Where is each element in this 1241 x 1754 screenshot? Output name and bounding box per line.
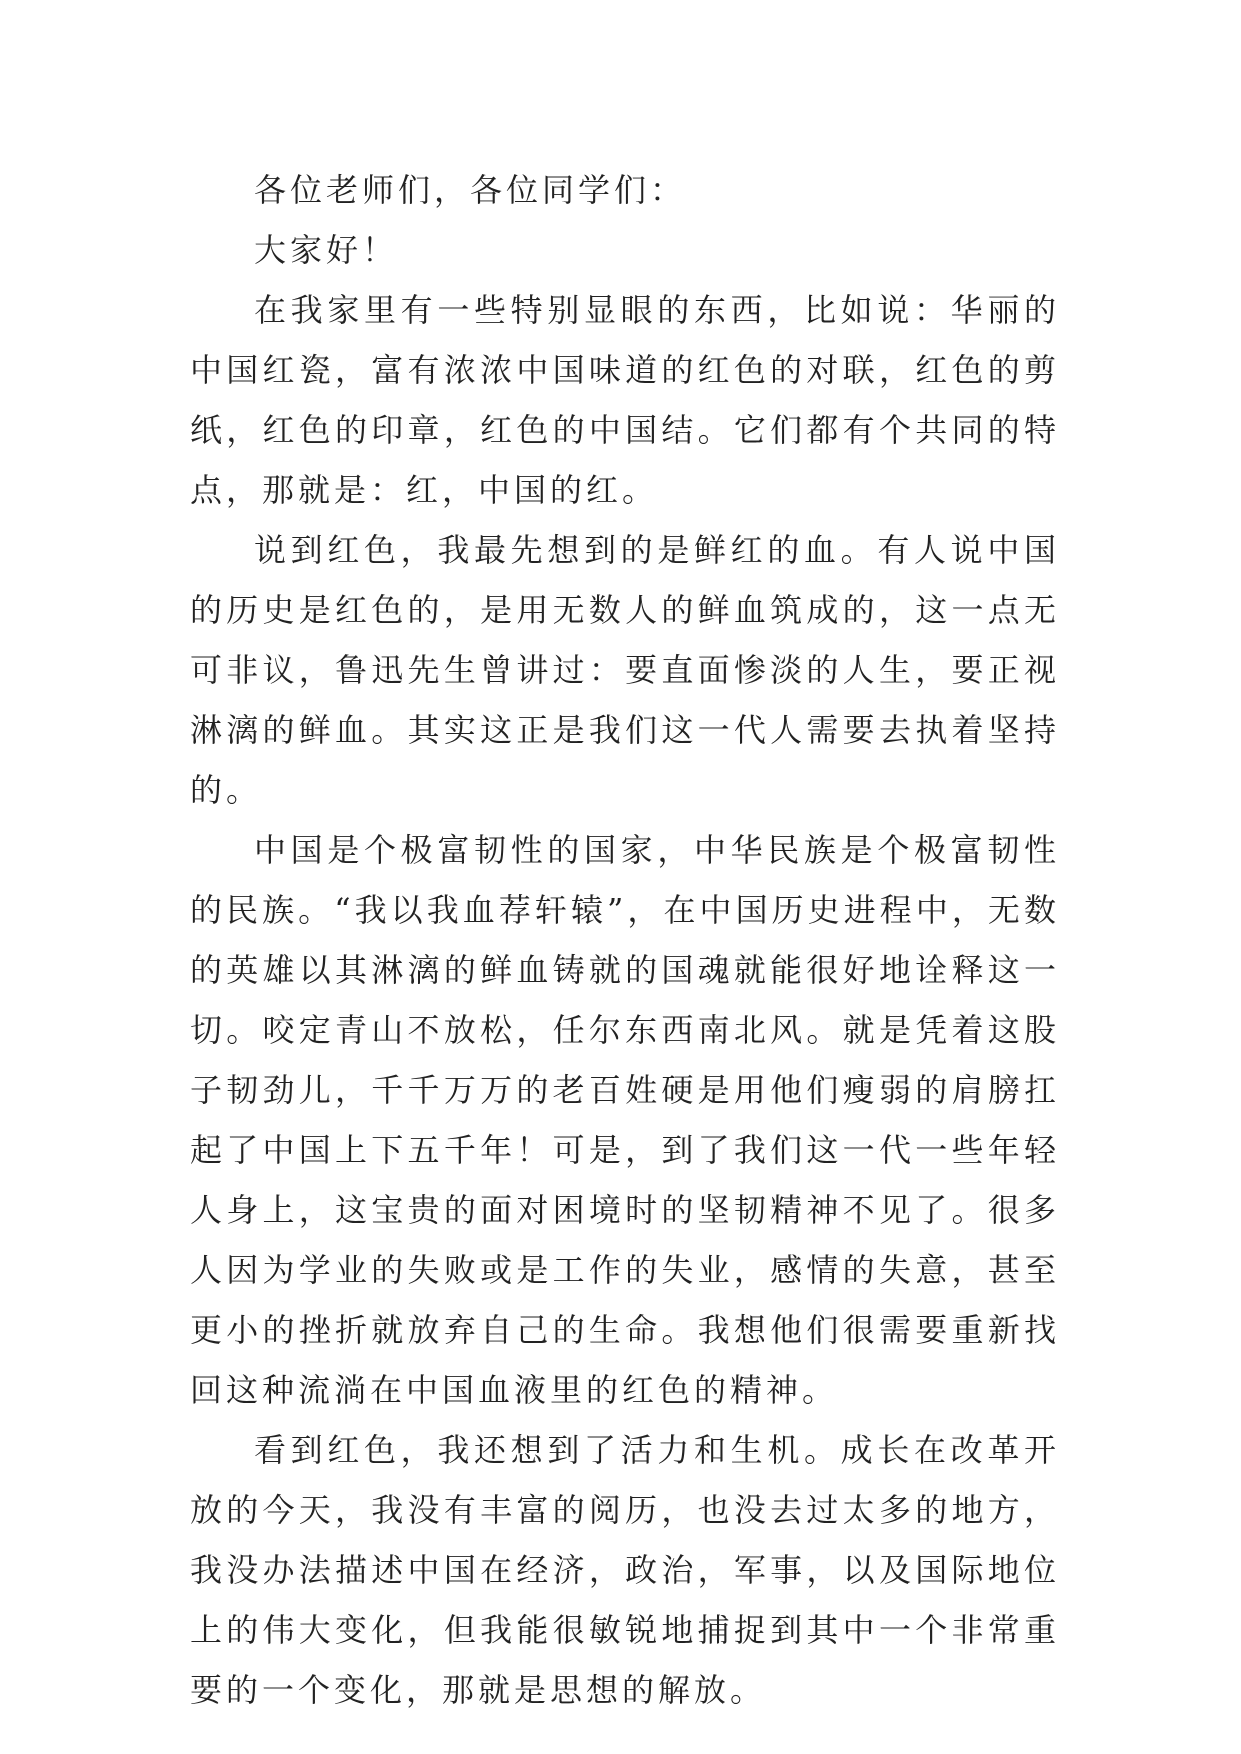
- body-paragraph: 在我家里有一些特别显眼的东西，比如说：华丽的中国红瓷，富有浓浓中国味道的红色的对联，红色的剪纸，红色的印章，红色的中国结。它们都有个共同的特点，那就是：红，中国的红。: [190, 291, 1060, 509]
- body-paragraph: 说到红色，我最先想到的是鲜红的血。有人说中国的历史是红色的，是用无数人的鲜血筑成的，这一点无可非议，鲁迅先生曾讲过：要直面惨淡的人生，要正视淋漓的鲜血。其实这正是我们这一代人需要去执着坚持的。: [190, 531, 1060, 809]
- salutation-paragraph: 大家好！: [254, 231, 399, 269]
- greeting-paragraph: 各位老师们，各位同学们：: [254, 171, 687, 209]
- document-body: [190, 160, 1060, 1720]
- body-paragraph: 中国是个极富韧性的国家，中华民族是个极富韧性的民族。“我以我血荐轩辕”，在中国历史进程中，无数的英雄以其淋漓的鲜血铸就的国魂就能很好地诠释这一切。咬定青山不放松，任尔东西南北风。就是凭着这股子韧劲儿，千千万万的老百姓硬是用他们瘦弱的肩膀扛起了中国上下五千年！可是，到了我们这一代一些年轻人身上，这宝贵的面对困境时的坚韧精神不见了。很多人因为学业的失败或是工作的失业，感情的失意，甚至更小的挫折就放弃自己的生命。我想他们很需要重新找回这种流淌在中国血液里的红色的精神。: [190, 831, 1060, 1409]
- body-paragraph: 看到红色，我还想到了活力和生机。成长在改革开放的今天，我没有丰富的阅历，也没去过太多的地方，我没办法描述中国在经济，政治，军事，以及国际地位上的伟大变化，但我能很敏锐地捕捉到其中一个非常重要的一个变化，那就是思想的解放。: [190, 1431, 1060, 1709]
